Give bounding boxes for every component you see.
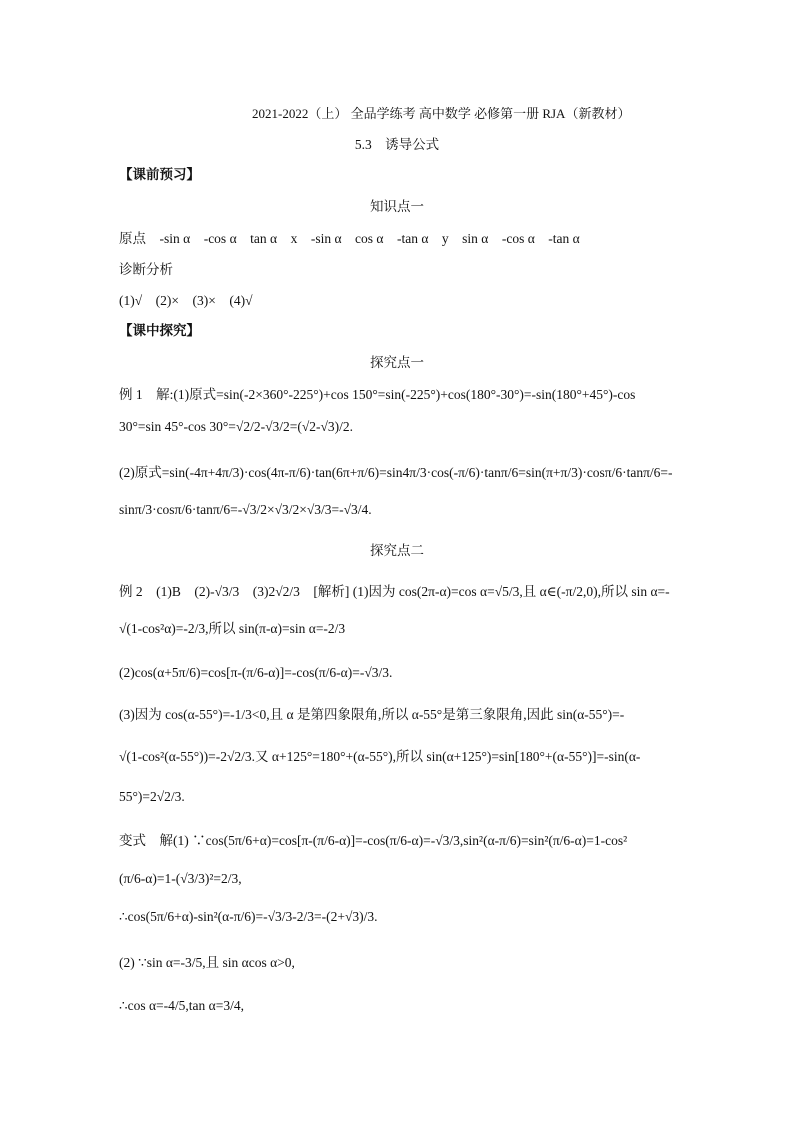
example-1-line-1: 例 1 解:(1)原式=sin(-2×360°-225°)+cos 150°=sin(-225°)+cos(180°-30°)=-sin(180°+45°)-cos [119,387,636,402]
variant-line-4: (2) ∵sin α=-3/5,且 sin αcos α>0, [119,955,295,970]
example-1-line-4: sinπ/3·cosπ/6·tanπ/6=-√3/2×√3/2×√3/3=-√3/4. [119,502,372,517]
diagnosis-label: 诊断分析 [119,262,173,277]
knowledge-answers: 原点 -sin α -cos α tan α x -sin α cos α -tan α y sin α -cos α -tan α [119,231,580,246]
variant-line-5: ∴cos α=-4/5,tan α=3/4, [119,998,244,1013]
knowledge-point-title: 知识点一 [370,199,424,214]
preview-heading: 【课前预习】 [119,167,200,182]
example-2-line-5: √(1-cos²(α-55°))=-2√2/3.又 α+125°=180°+(α-55°),所以 sin(α+125°)=sin[180°+(α-55°)]=-sin(α- [119,749,641,764]
section-title: 5.3 诱导公式 [354,137,440,152]
variant-line-1: 变式 解(1) ∵cos(5π/6+α)=cos[π-(π/6-α)]=-cos(π/6-α)=-√3/3,sin²(α-π/6)=sin²(π/6-α)=1-cos² [119,833,628,848]
inquiry-point-1-title: 探究点一 [370,355,424,370]
example-2-line-2: √(1-cos²α)=-2/3,所以 sin(π-α)=sin α=-2/3 [119,621,346,636]
inquiry-point-2-title: 探究点二 [370,543,424,558]
header-series: 2021-2022（上） 全品学练考 高中数学 必修第一册 RJA（新教材） [252,106,631,121]
example-2-line-1: 例 2 (1)B (2)-√3/3 (3)2√2/3 [解析] (1)因为 cos(2π-α)=cos α=√5/3,且 α∈(-π/2,0),所以 sin α=- [119,584,670,599]
inquiry-heading: 【课中探究】 [119,323,200,338]
variant-line-3: ∴cos(5π/6+α)-sin²(α-π/6)=-√3/3-2/3=-(2+√3)/3. [119,909,378,924]
variant-line-2: (π/6-α)=1-(√3/3)²=2/3, [119,871,242,886]
example-1-line-3: (2)原式=sin(-4π+4π/3)·cos(4π-π/6)·tan(6π+π/6)=sin4π/3·cos(-π/6)·tanπ/6=sin(π+π/3)·cosπ/6·tanπ/6=- [119,465,673,480]
example-2-line-3: (2)cos(α+5π/6)=cos[π-(π/6-α)]=-cos(π/6-α)=-√3/3. [119,665,393,680]
example-2-line-4: (3)因为 cos(α-55°)=-1/3<0,且 α 是第四象限角,所以 α-55°是第三象限角,因此 sin(α-55°)=- [119,707,625,722]
example-2-line-6: 55°)=2√2/3. [119,789,185,804]
example-1-line-2: 30°=sin 45°-cos 30°=√2/2-√3/2=(√2-√3)/2. [119,419,354,434]
diagnosis-answers: (1)√ (2)× (3)× (4)√ [119,293,253,308]
